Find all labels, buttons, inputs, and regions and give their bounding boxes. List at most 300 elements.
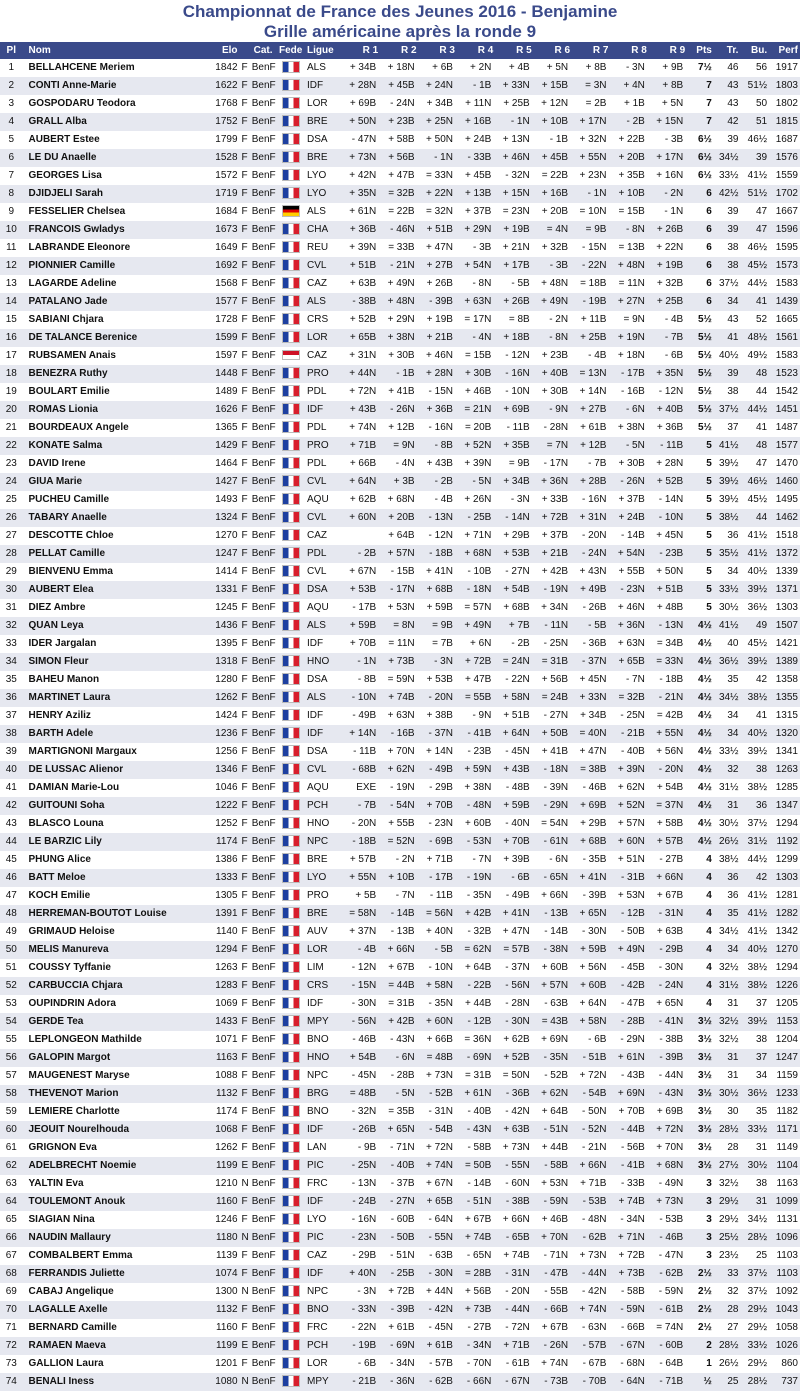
ligue: DSA <box>307 674 328 685</box>
round-1: - 16N <box>351 1214 377 1225</box>
round-2: + 45B <box>388 80 415 91</box>
round-5: + 59B <box>503 800 530 811</box>
elo: 1728 <box>215 314 238 325</box>
round-8: - 3N <box>625 62 645 73</box>
performance: 1282 <box>775 908 798 919</box>
flag-icon <box>282 350 300 360</box>
federation-cell <box>276 725 305 743</box>
player-name: SIMON Fleur <box>28 656 89 667</box>
round-6: - 28N <box>543 422 569 433</box>
round-2: - 19N <box>390 782 415 793</box>
table-row <box>0 671 800 689</box>
flag-icon <box>282 961 300 973</box>
performance: 1577 <box>775 440 798 451</box>
round-7: - 7B <box>588 458 607 469</box>
category: BenF <box>251 170 276 181</box>
performance: 1507 <box>775 620 798 631</box>
table-row <box>0 1193 800 1211</box>
category: BenF <box>251 224 276 235</box>
place: 47 <box>5 890 17 901</box>
round-7: + 17N <box>579 116 607 127</box>
round-1: + 70B <box>349 638 377 649</box>
elo-type: F <box>241 170 248 181</box>
round-1: - 18B <box>352 836 377 847</box>
round-3: + 73N <box>426 1070 453 1081</box>
elo: 1649 <box>215 242 238 253</box>
performance: 1058 <box>775 1322 798 1333</box>
tiebreak-bu: 37½ <box>747 1268 768 1279</box>
place: 23 <box>5 458 17 469</box>
elo: 1174 <box>216 836 238 847</box>
round-2: + 72B <box>388 1286 415 1297</box>
performance: 1159 <box>776 1070 798 1081</box>
round-4: + 63N <box>464 296 492 307</box>
tiebreak-bu: 36½ <box>747 602 768 613</box>
round-2: - 28B <box>390 1070 415 1081</box>
ligue: FRC <box>307 1322 328 1333</box>
round-7: + 45N <box>579 674 607 685</box>
round-9: + 8B <box>662 80 684 91</box>
federation-cell <box>276 581 305 599</box>
place: 51 <box>5 962 17 973</box>
round-5: = 57B <box>503 944 530 955</box>
points: 6 <box>706 188 712 199</box>
round-1: + 62B <box>349 494 377 505</box>
performance: 737 <box>781 1376 798 1387</box>
round-2: = 52N <box>387 836 415 847</box>
category: BenF <box>251 296 276 307</box>
round-8: - 33B <box>620 1178 645 1189</box>
header-pl: Pl <box>6 45 16 56</box>
round-5: + 69B <box>503 404 530 415</box>
table-row <box>0 851 800 869</box>
round-2: - 1B <box>396 368 415 379</box>
ligue: IDF <box>307 404 324 415</box>
points: 4½ <box>697 818 712 829</box>
round-8: + 60N <box>617 836 645 847</box>
round-9: + 9B <box>662 62 684 73</box>
player-name: COUSSY Tyffanie <box>28 962 111 973</box>
ligue: PDL <box>307 386 327 397</box>
round-3: - 10N <box>428 962 453 973</box>
round-3: - 52B <box>429 1088 453 1099</box>
points: 2½ <box>697 1322 712 1333</box>
round-3: = 9B <box>432 620 453 631</box>
elo: 1074 <box>215 1268 238 1279</box>
place: 53 <box>5 998 17 1009</box>
round-2: + 63N <box>387 710 415 721</box>
round-8: - 17B <box>620 368 645 379</box>
round-8: - 28B <box>620 1016 645 1027</box>
flag-icon <box>282 565 300 577</box>
tiebreak-bu: 30½ <box>747 1160 768 1171</box>
tiebreak-bu: 34½ <box>747 1214 768 1225</box>
tiebreak-tr: 34½ <box>718 692 739 703</box>
round-4: = 20B <box>464 422 492 433</box>
category: BenF <box>251 944 276 955</box>
round-9: - 2N <box>664 188 684 199</box>
round-8: + 73B <box>618 1268 645 1279</box>
flag-icon <box>282 1051 300 1063</box>
round-5: - 3N <box>510 494 530 505</box>
points: 3½ <box>697 1016 712 1027</box>
round-7: - 48N <box>582 1214 607 1225</box>
round-8: - 43B <box>620 1070 645 1081</box>
round-4: - 9N <box>472 710 492 721</box>
tiebreak-bu: 44½ <box>747 854 768 865</box>
place: 12 <box>5 260 17 271</box>
category: BenF <box>251 1304 276 1315</box>
round-2: - 36N <box>390 1376 415 1387</box>
round-9: + 17N <box>656 152 684 163</box>
flag-icon <box>282 727 300 739</box>
ligue: HNO <box>307 1052 330 1063</box>
round-7: + 72N <box>579 1070 607 1081</box>
round-6: + 74N <box>541 1358 569 1369</box>
round-8: + 4N <box>623 80 645 91</box>
player-name: DJIDJELI Sarah <box>28 188 103 199</box>
round-6: - 2N <box>549 314 569 325</box>
round-1: - 38B <box>352 296 377 307</box>
round-8: + 48N <box>617 260 645 271</box>
place: 45 <box>5 854 17 865</box>
round-1: + 55N <box>349 872 377 883</box>
round-1: - 47N <box>351 134 377 145</box>
round-3: + 70B <box>426 800 453 811</box>
elo-type: F <box>241 1322 248 1333</box>
elo: 1331 <box>215 584 238 595</box>
round-4: - 70N <box>466 1358 492 1369</box>
place: 24 <box>5 476 17 487</box>
ligue: AQU <box>307 494 329 505</box>
ligue: IDF <box>307 638 324 649</box>
player-name: BATT Meloe <box>28 872 86 883</box>
tiebreak-bu: 46½ <box>747 134 768 145</box>
player-name: ADELBRECHT Noemie <box>28 1160 137 1171</box>
category: BenF <box>251 1214 276 1225</box>
round-1: + 5B <box>355 890 377 901</box>
table-row <box>0 113 800 131</box>
round-7: + 73N <box>579 1250 607 1261</box>
points: 3½ <box>697 1106 712 1117</box>
flag-icon <box>282 871 300 883</box>
ligue: HNO <box>307 656 330 667</box>
round-3: - 29B <box>429 782 453 793</box>
round-4: - 43N <box>466 1124 492 1135</box>
round-5: + 53B <box>503 548 530 559</box>
table-row <box>0 473 800 491</box>
round-4: - 48N <box>466 800 492 811</box>
ligue: REU <box>307 242 329 253</box>
round-5: - 38B <box>505 1196 530 1207</box>
tiebreak-tr: 35 <box>727 674 739 685</box>
round-7: - 53B <box>582 1196 607 1207</box>
round-3: = 32N <box>426 206 453 217</box>
round-4: = 28B <box>464 1268 492 1279</box>
round-8: + 19N <box>617 332 645 343</box>
category: BenF <box>251 962 276 973</box>
table-row <box>0 1283 800 1301</box>
elo-type: F <box>241 746 248 757</box>
tiebreak-tr: 39 <box>727 368 739 379</box>
place: 11 <box>6 242 17 253</box>
category: BenF <box>251 278 276 289</box>
round-9: + 45N <box>656 530 684 541</box>
place: 21 <box>5 422 17 433</box>
performance: 1439 <box>775 296 798 307</box>
tiebreak-tr: 37 <box>727 422 739 433</box>
category: BenF <box>251 674 276 685</box>
round-7: = 38B <box>580 764 607 775</box>
tiebreak-tr: 32½ <box>718 1034 739 1045</box>
round-1: - 45N <box>351 1070 377 1081</box>
round-5: + 35B <box>503 440 530 451</box>
round-1: - 12N <box>351 962 377 973</box>
federation-cell <box>276 77 305 95</box>
round-4: - 66N <box>466 1376 492 1387</box>
place: 44 <box>5 836 17 847</box>
round-5: = 9B <box>508 458 530 469</box>
player-name: OUPINDRIN Adora <box>28 998 116 1009</box>
flag-icon <box>282 1087 300 1099</box>
round-6: + 5N <box>546 62 569 73</box>
round-9: - 64B <box>659 1358 684 1369</box>
federation-cell <box>276 1085 305 1103</box>
table-row <box>0 1265 800 1283</box>
table-row <box>0 257 800 275</box>
federation-cell <box>276 149 305 167</box>
round-2: + 67B <box>388 962 415 973</box>
round-7: - 70B <box>582 1376 607 1387</box>
ligue: AQU <box>307 782 329 793</box>
elo-type: F <box>241 1214 248 1225</box>
round-1: - 11B <box>353 746 377 757</box>
round-9: = 74N <box>656 1322 684 1333</box>
round-2: - 7N <box>395 890 415 901</box>
round-7: + 60B <box>580 980 607 991</box>
round-6: - 58B <box>544 1160 569 1171</box>
round-3: + 40N <box>426 926 453 937</box>
performance: 1263 <box>775 764 798 775</box>
flag-icon <box>282 1375 300 1387</box>
tiebreak-tr: 41½ <box>718 620 739 631</box>
round-7: - 1N <box>587 188 607 199</box>
round-6: = 24B <box>541 692 569 703</box>
place: 61 <box>5 1142 17 1153</box>
round-7: - 37N <box>582 656 607 667</box>
table-row <box>0 923 800 941</box>
tiebreak-bu: 39½ <box>747 1016 768 1027</box>
round-5: + 33N <box>502 80 530 91</box>
tiebreak-tr: 34½ <box>718 926 739 937</box>
round-3: + 65B <box>426 1196 453 1207</box>
round-1: + 57B <box>349 854 377 865</box>
points: 3 <box>706 1232 712 1243</box>
round-1: - 1N <box>357 656 377 667</box>
round-5: - 2B <box>511 638 530 649</box>
ligue: PRO <box>307 368 329 379</box>
federation-cell <box>276 1265 305 1283</box>
points: 7½ <box>697 62 712 73</box>
category: BenF <box>251 998 276 1009</box>
federation-cell <box>276 707 305 725</box>
round-4: + 30B <box>464 368 492 379</box>
tiebreak-tr: 28 <box>727 1142 739 1153</box>
performance: 1371 <box>775 584 798 595</box>
performance: 1523 <box>775 368 798 379</box>
round-9: + 73N <box>656 1196 684 1207</box>
round-8: - 2B <box>626 116 645 127</box>
elo: 1199 <box>216 1340 238 1351</box>
round-7: - 62B <box>582 1232 607 1243</box>
federation-cell <box>276 1157 305 1175</box>
round-3: + 24N <box>426 80 453 91</box>
table-row <box>0 275 800 293</box>
round-8: + 63N <box>617 638 645 649</box>
federation-cell <box>276 167 305 185</box>
flag-icon <box>282 97 300 109</box>
elo-type: F <box>241 242 248 253</box>
elo: 1256 <box>215 746 238 757</box>
round-2: - 43N <box>390 1034 415 1045</box>
round-7: - 20N <box>582 530 607 541</box>
points: 5 <box>706 548 712 559</box>
flag-icon <box>282 1015 300 1027</box>
round-5: - 22N <box>505 674 530 685</box>
round-8: - 68N <box>620 1358 645 1369</box>
player-name: ROMAS Lionia <box>28 404 98 415</box>
round-2: = 11N <box>388 638 415 649</box>
round-6: + 20B <box>541 206 569 217</box>
federation-cell <box>276 509 305 527</box>
place: 65 <box>5 1214 17 1225</box>
tiebreak-bu: 28½ <box>747 1376 768 1387</box>
round-1: - 23N <box>351 1232 377 1243</box>
category: BenF <box>251 638 276 649</box>
performance: 1917 <box>775 62 798 73</box>
tiebreak-tr: 39 <box>727 134 739 145</box>
flag-icon <box>282 1339 300 1351</box>
elo: 1433 <box>215 1016 238 1027</box>
category: BenF <box>251 1286 276 1297</box>
round-3: + 19B <box>426 314 453 325</box>
round-1: + 44N <box>349 368 377 379</box>
flag-icon <box>282 799 300 811</box>
round-1: + 61N <box>349 206 377 217</box>
table-row <box>0 329 800 347</box>
round-5: - 30N <box>505 1016 530 1027</box>
round-9: + 35N <box>656 368 684 379</box>
round-7: - 57B <box>582 1340 607 1351</box>
header-fede: Fede <box>279 45 303 56</box>
flag-icon <box>282 241 300 253</box>
round-8: + 55B <box>618 566 645 577</box>
place: 69 <box>5 1286 17 1297</box>
ligue: CVL <box>307 260 327 271</box>
round-3: - 23N <box>428 818 453 829</box>
elo: 1252 <box>215 818 238 829</box>
round-3: + 36B <box>426 404 453 415</box>
round-5: + 25B <box>503 98 530 109</box>
elo: 1262 <box>215 1142 238 1153</box>
points: 5½ <box>697 368 712 379</box>
place: 52 <box>5 980 17 991</box>
points: 5 <box>706 440 712 451</box>
round-3: - 16N <box>428 422 453 433</box>
performance: 1192 <box>776 836 798 847</box>
round-1: - 26B <box>352 1124 377 1135</box>
round-8: = 9N <box>623 314 645 325</box>
round-5: + 18B <box>503 332 530 343</box>
round-2: + 29N <box>387 314 415 325</box>
elo-type: F <box>241 1304 248 1315</box>
federation-cell <box>276 1301 305 1319</box>
round-5: + 74B <box>503 1250 530 1261</box>
flag-icon <box>282 313 300 325</box>
round-9: + 28N <box>656 458 684 469</box>
round-4: = 31B <box>464 1070 492 1081</box>
federation-cell <box>276 1211 305 1229</box>
elo: 1684 <box>215 206 238 217</box>
round-7: - 22N <box>582 260 607 271</box>
round-2: - 46N <box>390 224 415 235</box>
round-5: = 50N <box>502 1070 530 1081</box>
round-8: + 51N <box>617 854 645 865</box>
player-name: DE TALANCE Berenice <box>28 332 138 343</box>
round-2: - 21N <box>390 260 415 271</box>
round-2: + 48N <box>387 296 415 307</box>
performance: 1270 <box>775 944 798 955</box>
ligue: FRC <box>307 1178 328 1189</box>
table-row <box>0 797 800 815</box>
round-9: - 71B <box>659 1376 684 1387</box>
round-2: + 53N <box>387 602 415 613</box>
round-6: - 65N <box>543 872 569 883</box>
points: 7 <box>706 98 712 109</box>
flag-icon <box>282 439 300 451</box>
flag-icon <box>282 79 300 91</box>
ligue: CAZ <box>307 530 328 541</box>
round-6: - 9N <box>549 404 569 415</box>
elo-type: F <box>241 98 248 109</box>
player-name: DESCOTTE Chloe <box>28 530 114 541</box>
category: BenF <box>251 1358 276 1369</box>
round-9: + 22N <box>656 242 684 253</box>
category: BenF <box>251 1142 276 1153</box>
elo-type: F <box>241 764 248 775</box>
elo-type: F <box>241 998 248 1009</box>
round-6: - 66B <box>544 1304 569 1315</box>
points: 5½ <box>697 314 712 325</box>
elo-type: F <box>241 386 248 397</box>
table-row <box>0 401 800 419</box>
round-8: + 38N <box>617 422 645 433</box>
performance: 1687 <box>775 134 798 145</box>
category: BenF <box>251 854 276 865</box>
table-row <box>0 203 800 221</box>
federation-cell <box>276 329 305 347</box>
round-6: + 69N <box>541 1034 569 1045</box>
round-8: - 66B <box>620 1322 645 1333</box>
place: 39 <box>5 746 17 757</box>
round-3: - 3N <box>434 656 453 667</box>
tiebreak-bu: 40½ <box>747 728 768 739</box>
round-1: - 22N <box>351 1322 377 1333</box>
round-5: = 23N <box>502 206 530 217</box>
header-r7: R 7 <box>592 45 609 56</box>
category: BenF <box>251 566 276 577</box>
round-6: + 66N <box>541 890 569 901</box>
